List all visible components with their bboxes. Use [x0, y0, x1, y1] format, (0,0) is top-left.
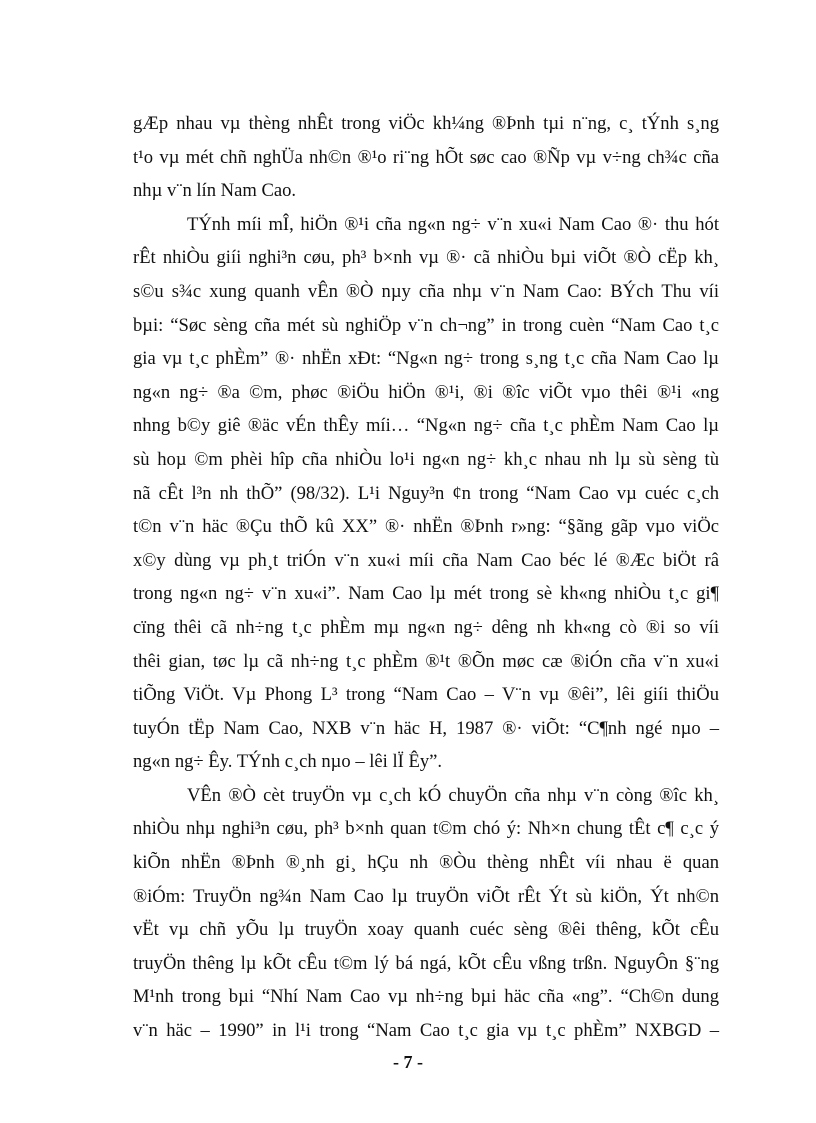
text-line: cïng thêi cã nh÷ng t¸c phÈm mµ ng«n ng÷ dêng nh kh«ng cò ®i so víi: [133, 616, 719, 638]
text-line: trong ng«n ng÷ v¨n xu«i”. Nam Cao lµ mét trong sè kh«ng nhiÒu t¸c gi¶: [133, 583, 719, 605]
text-line: nhiÒu nhµ nghi³n cøu, ph³ b×nh quan t©m chó ý: Nh×n chung tÊt c¶ c¸c ý: [133, 818, 719, 840]
text-line: gia vµ t¸c phÈm” ®· nhËn xÐt: “Ng«n ng÷ trong s¸ng t¸c cña Nam Cao lµ: [133, 348, 719, 370]
text-line: ®iÓm: TruyÖn ng¾n Nam Cao lµ truyÖn viÕt rÊt Ýt sù kiÖn, Ýt nh©n: [133, 885, 719, 907]
text-line: t¹o vµ mét chñ nghÜa nh©n ®¹o ri¨ng hÕt søc cao ®Ñp vµ v÷ng ch¾c cña: [133, 146, 719, 168]
text-line: tiÕng ViÖt. Vµ Phong L³ trong “Nam Cao – V¨n vµ ®êi”, lêi giíi thiÖu: [133, 684, 719, 706]
text-line: tuyÓn tËp Nam Cao, NXB v¨n häc H, 1987 ®· viÕt: “C¶nh ngé nµo –: [133, 717, 719, 739]
text-line: bµi: “Søc sèng cña mét sù nghiÖp v¨n ch¬ng” in trong cuèn “Nam Cao t¸c: [133, 314, 719, 336]
text-line: thêi gian, tøc lµ cã nh÷ng t¸c phÈm ®¹t ®Õn møc cæ ®iÓn cña v¨n xu«i: [133, 650, 719, 672]
text-line: s©u s¾c xung quanh vÊn ®Ò nµy cña nhµ v¨n Nam Cao: BÝch Thu víi: [133, 280, 719, 302]
text-line: sù hoµ ©m phèi hîp cña nhiÒu lo¹i ng«n ng÷ kh¸c nhau nh lµ sù sèng tù: [133, 448, 719, 470]
text-line: nhµ v¨n lín Nam Cao.: [133, 180, 297, 202]
page-number: - 7 -: [393, 1052, 423, 1072]
text-line: truyÖn thêng lµ kÕt cÊu t©m lý bá ngá, kÕt cÊu vßng trßn. NguyÔn §¨ng: [133, 952, 719, 974]
text-line: kiÕn nhËn ®Þnh ®¸nh gi¸ hÇu nh ®Òu thèng nhÊt víi nhau ë quan: [133, 852, 719, 874]
text-line: v¨n häc – 1990” in l¹i trong “Nam Cao t¸c gia vµ t¸c phÈm” NXBGD –: [133, 1020, 719, 1042]
text-line: M¹nh trong bµi “Nhí Nam Cao vµ nh÷ng bµi häc cña «ng”. “Ch©n dung: [133, 986, 719, 1008]
text-line: TÝnh míi mÎ, hiÖn ®¹i cña ng«n ng÷ v¨n xu«i Nam Cao ®· thu hót: [187, 213, 719, 235]
text-line: ng«n ng÷ Êy. TÝnh c¸ch nµo – lêi lÏ Êy”.: [133, 751, 443, 773]
text-line: rÊt nhiÒu giíi nghi³n cøu, ph³ b×nh vµ ®· cã nhiÒu bµi viÕt ®Ò cËp kh¸: [133, 247, 719, 269]
text-line: gÆp nhau vµ thèng nhÊt trong viÖc kh¼ng ®Þnh tµi n¨ng, c¸ tÝnh s¸ng: [133, 113, 719, 134]
text-line: VÊn ®Ò cèt truyÖn vµ c¸ch kÓ chuyÖn cña nhµ v¨n còng ®îc kh¸: [187, 784, 719, 806]
text-line: x©y dùng vµ ph¸t triÓn v¨n xu«i míi cña Nam Cao béc lé ®Æc biÖt râ: [133, 549, 719, 571]
text-line: ng«n ng÷ ®a ©m, phøc ®iÖu hiÖn ®¹i, ®i ®îc viÕt vµo thêi ®¹i «ng: [133, 381, 719, 403]
text-line: nã cÊt l³n nh thÕ” (98/32). L¹i Nguy³n ¢n trong “Nam Cao vµ cuéc c¸ch: [133, 482, 719, 504]
text-line: nhng b©y giê ®äc vÉn thÊy míi… “Ng«n ng÷ cña t¸c phÈm Nam Cao lµ: [133, 415, 719, 437]
text-line: t©n v¨n häc ®Çu thÕ kû XX” ®· nhËn ®Þnh r»ng: “§ãng gãp vµo viÖc: [133, 516, 719, 538]
text-line: vËt vµ chñ yÕu lµ truyÖn xoay quanh cuéc sèng ®êi thêng, kÕt cÊu: [133, 919, 719, 941]
body-text: [133, 107, 719, 1048]
